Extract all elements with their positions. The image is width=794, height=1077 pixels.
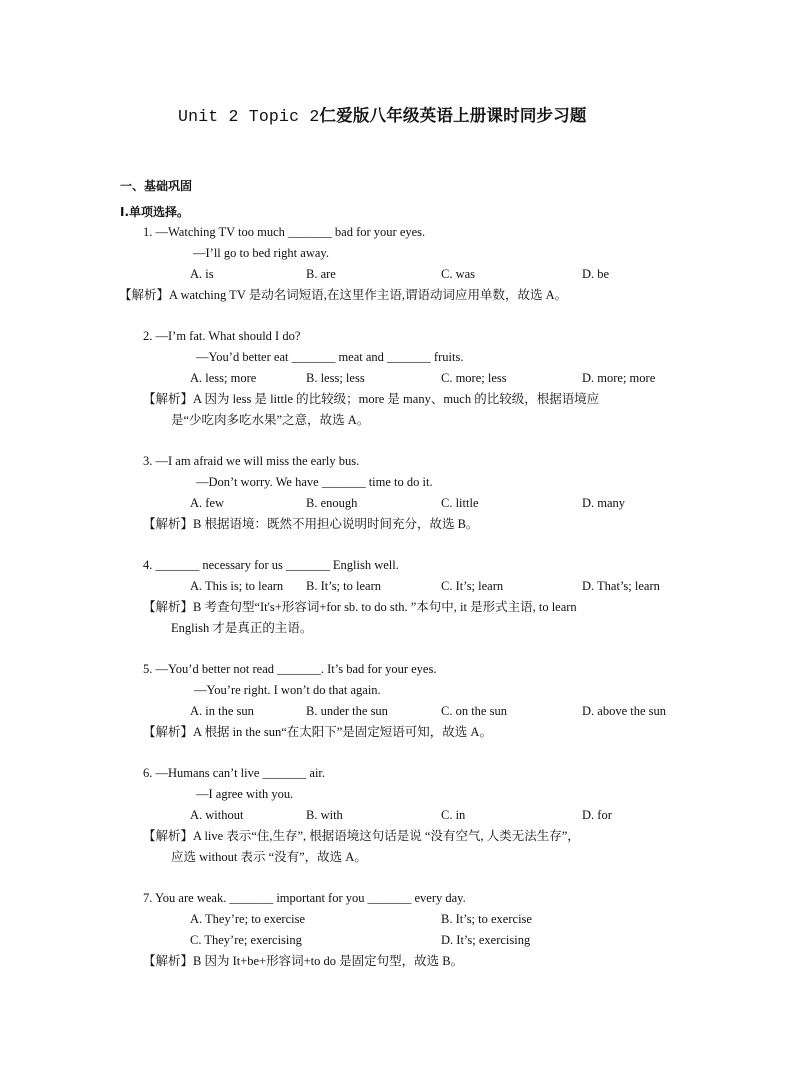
question-sub: —Don’t worry. We have _______ time to do it. [196,475,433,489]
section-heading: 一、基础巩固 [120,179,193,193]
answer-explanation: 【解析】B 考查句型“It's+形容词+for sb. to do sth. ”本句中, it 是形式主语, to learn [143,600,577,614]
question-sub: —I agree with you. [196,787,294,801]
option-c: C. It’s; learn [441,579,504,593]
option-d: D. It’s; exercising [441,933,531,947]
option-d: D. more; more [582,371,656,385]
answer-explanation: 【解析】A live 表示“住,生存”, 根据语境这句话是说 “没有空气, 人类无法生存”， [143,829,580,843]
question-sub: —You’d better eat _______ meat and _______ fruits. [196,350,464,364]
question-stem: 1. —Watching TV too much _______ bad for your eyes. [143,225,426,239]
option-c: C. was [441,267,476,281]
answer-explanation: 【解析】A 根据 in the sun“在太阳下”是固定短语可知，故选 A。 [143,725,492,739]
option-b: B. enough [306,496,358,510]
option-a: A. is [190,267,214,281]
option-a: A. This is; to learn [190,579,284,593]
option-b: B. are [306,267,336,281]
answer-explanation: 【解析】B 根据语境：既然不用担心说明时间充分，故选 B。 [143,517,479,531]
option-c: C. more; less [441,371,507,385]
option-c: C. on the sun [441,704,507,718]
answer-explanation: 【解析】A 因为 less 是 little 的比较级；more 是 many、much 的比较级，根据语境应 [143,392,600,406]
question-stem: 5. —You’d better not read _______. It’s bad for your eyes. [143,662,437,676]
answer-explanation: 【解析】B 因为 It+be+形容词+to do 是固定句型，故选 B。 [143,954,464,968]
question-stem: 7. You are weak. _______ important for you _______ every day. [143,891,466,905]
question-sub: —I’ll go to bed right away. [193,246,329,260]
option-a: A. less; more [190,371,257,385]
part-heading: Ⅰ.单项选择。 [120,205,190,219]
answer-explanation-cont: 应选 without 表示 “没有”，故选 A。 [171,850,367,864]
answer-explanation-cont: 是“少吃肉多吃水果”之意，故选 A。 [171,413,370,427]
option-a: A. in the sun [190,704,254,718]
option-d: D. for [582,808,612,822]
page-title: Unit 2 Topic 2仁爱版八年级英语上册课时同步习题 [178,106,587,126]
option-c: C. They’re; exercising [190,933,302,947]
option-d: D. many [582,496,626,510]
option-b: B. It’s; to learn [306,579,381,593]
option-d: D. That’s; learn [582,579,660,593]
option-c: C. in [441,808,466,822]
option-d: D. be [582,267,610,281]
question-stem: 4. _______ necessary for us _______ English well. [143,558,399,572]
option-c: C. little [441,496,479,510]
option-b: B. less; less [306,371,365,385]
option-b: B. with [306,808,343,822]
question-stem: 6. —Humans can’t live _______ air. [143,766,326,780]
option-d: D. above the sun [582,704,667,718]
question-stem: 3. —I am afraid we will miss the early bus. [143,454,360,468]
question-sub: —You’re right. I won’t do that again. [194,683,381,697]
option-b: B. under the sun [306,704,388,718]
option-b: B. It’s; to exercise [441,912,532,926]
answer-explanation: 【解析】A watching TV 是动名词短语,在这里作主语,谓语动词应用单数，故选 A。 [119,288,568,302]
question-stem: 2. —I’m fat. What should I do? [143,329,301,343]
option-a: A. few [190,496,225,510]
option-a: A. They’re; to exercise [190,912,305,926]
option-a: A. without [190,808,244,822]
answer-explanation-cont: English 才是真正的主语。 [171,621,313,635]
